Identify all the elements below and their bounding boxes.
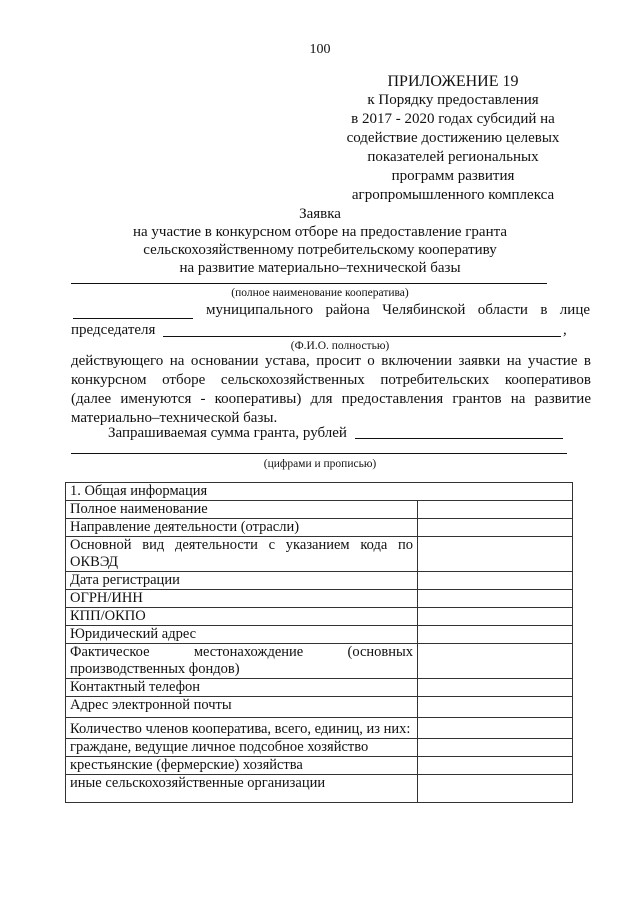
row-value[interactable] bbox=[418, 697, 573, 718]
grant-amount-field[interactable] bbox=[355, 438, 563, 439]
appendix-line: агропромышленного комплекса bbox=[351, 187, 555, 203]
row-label: КПП/ОКПО bbox=[66, 608, 418, 626]
row-value[interactable] bbox=[418, 644, 573, 679]
coop-name-field[interactable] bbox=[71, 283, 547, 284]
caption-coop-name: (полное наименование кооператива) bbox=[231, 287, 409, 299]
table-row bbox=[66, 644, 573, 679]
body-line: конкурсном отборе сельскохозяйственных потребительских кооперативов bbox=[71, 372, 591, 388]
general-info-table bbox=[65, 482, 573, 803]
page-number: 100 bbox=[309, 42, 331, 57]
municipal-text: муниципального района Челябинской области в лице bbox=[206, 302, 590, 318]
row-label: Дата регистрации bbox=[66, 572, 418, 590]
caption-amount: (цифрами и прописью) bbox=[263, 458, 377, 470]
table-row bbox=[66, 775, 573, 803]
row-value[interactable] bbox=[418, 626, 573, 644]
row-label: Основной вид деятельности с указанием кода по ОКВЭД bbox=[66, 537, 418, 572]
heading-line: на развитие материально–технической базы bbox=[179, 260, 461, 276]
row-label: граждане, ведущие личное подсобное хозяйство bbox=[66, 739, 418, 757]
chairman-comma: , bbox=[563, 322, 567, 338]
table-row bbox=[66, 572, 573, 590]
appendix-line: программ развития bbox=[391, 168, 515, 184]
table-row bbox=[66, 608, 573, 626]
table-row bbox=[66, 626, 573, 644]
municipality-field[interactable] bbox=[73, 318, 193, 319]
row-label: ОГРН/ИНН bbox=[66, 590, 418, 608]
body-line-last: материально–технической базы. bbox=[71, 410, 278, 426]
table-row bbox=[66, 757, 573, 775]
row-value[interactable] bbox=[418, 679, 573, 697]
row-value[interactable] bbox=[418, 718, 573, 739]
appendix-line: к Порядку предоставления bbox=[367, 92, 539, 108]
appendix-line: содействие достижению целевых bbox=[346, 130, 560, 146]
row-value[interactable] bbox=[418, 757, 573, 775]
grant-amount-words-field[interactable] bbox=[71, 453, 567, 454]
row-label: Контактный телефон bbox=[66, 679, 418, 697]
table-row bbox=[66, 697, 573, 718]
row-value[interactable] bbox=[418, 572, 573, 590]
grant-amount-label: Запрашиваемая сумма гранта, рублей bbox=[108, 425, 347, 441]
row-label: Фактическое местонахождение (основных производственных фондов) bbox=[66, 644, 418, 679]
row-label: Юридический адрес bbox=[66, 626, 418, 644]
table-row bbox=[66, 519, 573, 537]
row-value[interactable] bbox=[418, 590, 573, 608]
appendix-block bbox=[335, 72, 571, 205]
chairman-name-field[interactable] bbox=[163, 336, 561, 337]
section-title: 1. Общая информация bbox=[66, 483, 573, 501]
body-line: (далее именуются - кооперативы) для предоставления грантов на развитие bbox=[71, 391, 591, 407]
row-value[interactable] bbox=[418, 775, 573, 803]
table-section-row bbox=[66, 483, 573, 501]
appendix-title: ПРИЛОЖЕНИЕ 19 bbox=[387, 73, 519, 90]
row-label: крестьянские (фермерские) хозяйства bbox=[66, 757, 418, 775]
row-value[interactable] bbox=[418, 608, 573, 626]
row-value[interactable] bbox=[418, 519, 573, 537]
table-row bbox=[66, 501, 573, 519]
caption-fio: (Ф.И.О. полностью) bbox=[290, 340, 390, 352]
row-label: Количество членов кооператива, всего, единиц, из них: bbox=[66, 718, 418, 739]
row-value[interactable] bbox=[418, 739, 573, 757]
row-value[interactable] bbox=[418, 537, 573, 572]
heading-line: на участие в конкурсном отборе на предоставление гранта bbox=[133, 224, 507, 240]
table-row bbox=[66, 537, 573, 572]
row-label: Полное наименование bbox=[66, 501, 418, 519]
table-row bbox=[66, 739, 573, 757]
row-label: Адрес электронной почты bbox=[66, 697, 418, 718]
row-label: иные сельскохозяйственные организации bbox=[66, 775, 418, 803]
chairman-label: председателя bbox=[71, 322, 156, 338]
application-title: Заявка bbox=[299, 206, 341, 222]
appendix-line: в 2017 - 2020 годах субсидий на bbox=[351, 111, 555, 127]
table-row bbox=[66, 679, 573, 697]
heading-line: сельскохозяйственному потребительскому кооперативу bbox=[143, 242, 497, 258]
body-line: действующего на основании устава, просит о включении заявки на участие в bbox=[71, 353, 591, 369]
row-value[interactable] bbox=[418, 501, 573, 519]
row-label: Направление деятельности (отрасли) bbox=[66, 519, 418, 537]
table-row bbox=[66, 718, 573, 739]
table-row bbox=[66, 590, 573, 608]
appendix-line: показателей региональных bbox=[367, 149, 539, 165]
